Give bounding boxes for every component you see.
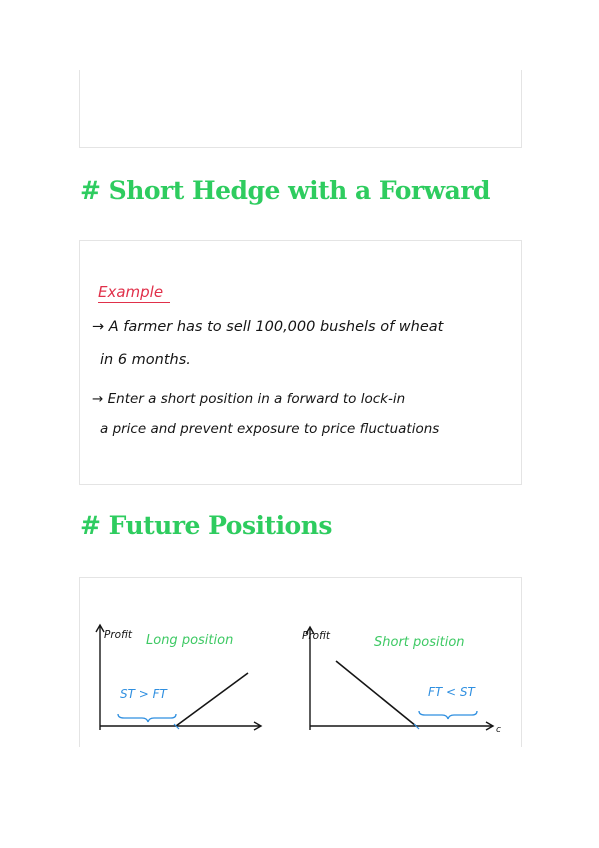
long-condition-brace [118, 714, 176, 722]
example-line-3: → Enter a short position in a forward to lock-in [92, 391, 406, 407]
short-condition-brace [419, 711, 477, 719]
short-axis-label: Profit [302, 630, 330, 642]
long-position-title: Long position [146, 633, 234, 648]
payoff-diagrams [80, 578, 521, 748]
example-line-1: → A farmer has to sell 100,000 bushels of wheat [92, 319, 444, 335]
long-payoff-line [176, 673, 248, 726]
section-heading-future-positions: # Future Positions [80, 511, 332, 540]
short-position-title: Short position [374, 635, 465, 650]
long-condition-label: ST > FT [120, 687, 167, 701]
short-position-diagram [302, 627, 501, 735]
future-positions-card [79, 577, 522, 747]
example-label-underline [98, 302, 170, 303]
previous-content-card [79, 70, 522, 148]
example-note-card [79, 240, 522, 485]
short-condition-label: FT < ST [428, 685, 475, 699]
long-axis-label: Profit [104, 629, 132, 641]
example-line-4: a price and prevent exposure to price fluctuations [100, 421, 440, 437]
section-heading-short-hedge: # Short Hedge with a Forward [80, 176, 491, 205]
long-position-diagram [96, 625, 261, 730]
example-line-2: in 6 months. [100, 352, 191, 368]
short-payoff-line [336, 661, 416, 726]
example-label: Example [98, 283, 164, 301]
short-axis-end-mark: c [496, 725, 501, 735]
